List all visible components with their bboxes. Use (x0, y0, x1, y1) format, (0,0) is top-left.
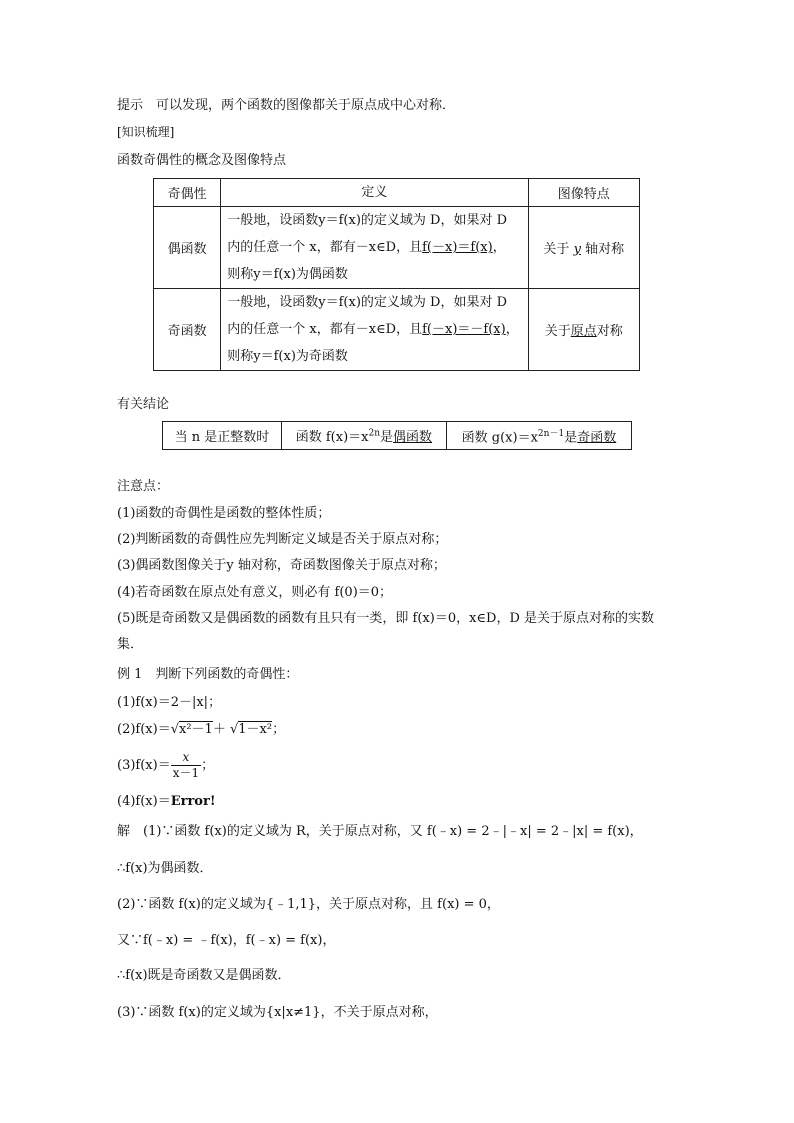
conclusion-underlined: 偶函数 (393, 430, 433, 445)
conclusions-row (163, 422, 632, 450)
def-text: ， (505, 322, 519, 337)
conclusion-even (281, 422, 446, 450)
example-item-4 (117, 793, 216, 811)
conclusion-text: 函数 f(x)＝x (295, 430, 369, 445)
solution-line: 又∵f(﹣x) = ﹣f(x)，f(﹣x) = f(x)， (117, 933, 336, 948)
table-row-even (154, 207, 640, 289)
example-title: 例 1 判断下列函数的奇偶性： (117, 667, 299, 682)
example-text: ＋ (212, 722, 226, 737)
conclusion-title: 有关结论 (117, 397, 170, 412)
hint-text: 提示 可以发现，两个函数的图像都关于原点成中心对称． (117, 98, 456, 113)
error-text: Error! (170, 794, 216, 809)
feature-underlined: 原点 (570, 324, 597, 339)
fraction (171, 750, 201, 781)
row-name: 偶函数 (154, 207, 221, 289)
conclusion-text: 是 (380, 430, 394, 445)
note-item: (1)函数的奇偶性是函数的整体性质； (117, 506, 331, 521)
example-text: (3)f(x)＝ (117, 758, 171, 773)
radicand: x²－1 (179, 722, 213, 737)
feature-text: 轴对称 (585, 242, 625, 257)
row-feature (528, 289, 639, 371)
parity-table (153, 178, 640, 371)
note-item: 集． (117, 637, 144, 652)
row-definition (221, 207, 528, 289)
example-item-3 (117, 749, 214, 783)
example-text: (2)f(x)＝ (117, 722, 171, 737)
example-text: ； (201, 758, 215, 773)
def-line: 一般地，设函数y＝f(x)的定义域为 D，如果对 D (227, 213, 508, 228)
note-item: (4)若奇函数在原点处有意义，则必有 f(0)＝0； (117, 585, 393, 600)
def-text: 内的任意一个 x，都有－x∈D，且 (227, 322, 423, 337)
row-feature (528, 207, 639, 289)
conclusion-condition: 当 n 是正整数时 (163, 422, 282, 450)
note-item: (2)判断函数的奇偶性应先判断定义域是否关于原点对称； (117, 532, 448, 547)
solution-line: 解 (1)∵函数 f(x)的定义域为 R，关于原点对称，又 f(﹣x) = 2﹣|﹣x| = 2﹣|x| = f(x)， (117, 824, 643, 839)
row-definition (221, 289, 528, 371)
conclusion-odd (446, 422, 631, 450)
exponent: 2n－1 (537, 428, 565, 439)
header-graph-feature: 图像特点 (528, 179, 639, 207)
def-text: ， (492, 240, 506, 255)
def-line (227, 316, 521, 343)
conclusion-underlined: 奇函数 (577, 430, 617, 446)
conclusion-text: 函数 g(x)＝x (461, 430, 538, 446)
def-line: 则称y＝f(x)为奇函数 (227, 349, 348, 364)
row-name: 奇函数 (154, 289, 221, 371)
def-text: 内的任意一个 x，都有－x∈D，且 (227, 240, 423, 255)
def-line: 一般地，设函数y＝f(x)的定义域为 D，如果对 D (227, 295, 508, 310)
solution-line: ∴f(x)既是奇函数又是偶函数． (117, 968, 291, 983)
table-header-row (154, 179, 640, 207)
table-row-odd (154, 289, 640, 371)
section-label: [知识梳理] (117, 125, 175, 139)
solution-line: (3)∵函数 f(x)的定义域为{x|x≠1}，不关于原点对称， (117, 1005, 438, 1020)
radicand: 1－x² (238, 722, 273, 737)
note-item: (5)既是奇函数又是偶函数的函数有且只有一类，即 f(x)＝0，x∈D，D 是关于原点对称的实数 (117, 611, 655, 626)
notes-title: 注意点： (117, 479, 170, 494)
def-line (227, 234, 521, 261)
sqrt-icon: √ (229, 722, 239, 737)
feature-text: 关于 (543, 242, 570, 257)
sqrt-icon: √ (170, 722, 179, 737)
def-line: 则称y＝f(x)为偶函数 (227, 267, 348, 282)
solution-line: ∴f(x)为偶函数． (117, 861, 213, 876)
table-title: 函数奇偶性的概念及图像特点 (117, 153, 287, 168)
numerator: x (171, 750, 201, 766)
example-item-1: (1)f(x)＝2－|x|； (117, 695, 222, 710)
example-text: (4)f(x)＝ (117, 794, 171, 809)
note-item: (3)偶函数图像关于y 轴对称，奇函数图像关于原点对称； (117, 558, 446, 573)
solution-line: (2)∵函数 f(x)的定义域为{﹣1,1}，关于原点对称，且 f(x) = 0， (117, 897, 500, 912)
example-text: ； (272, 722, 286, 737)
def-underlined: f(－x)＝－f(x) (422, 322, 506, 337)
feature-text: 关于 (544, 324, 571, 339)
denominator: x－1 (172, 766, 200, 780)
exponent: 2n (368, 428, 381, 439)
header-definition: 定义 (221, 179, 528, 207)
def-underlined: f(－x)＝f(x) (422, 240, 493, 255)
feature-underlined: y (573, 242, 581, 257)
conclusion-text: 是 (564, 430, 578, 446)
conclusions-table (162, 421, 632, 450)
example-item-2 (117, 721, 285, 739)
feature-text: 对称 (596, 324, 623, 339)
header-parity: 奇偶性 (154, 179, 221, 207)
